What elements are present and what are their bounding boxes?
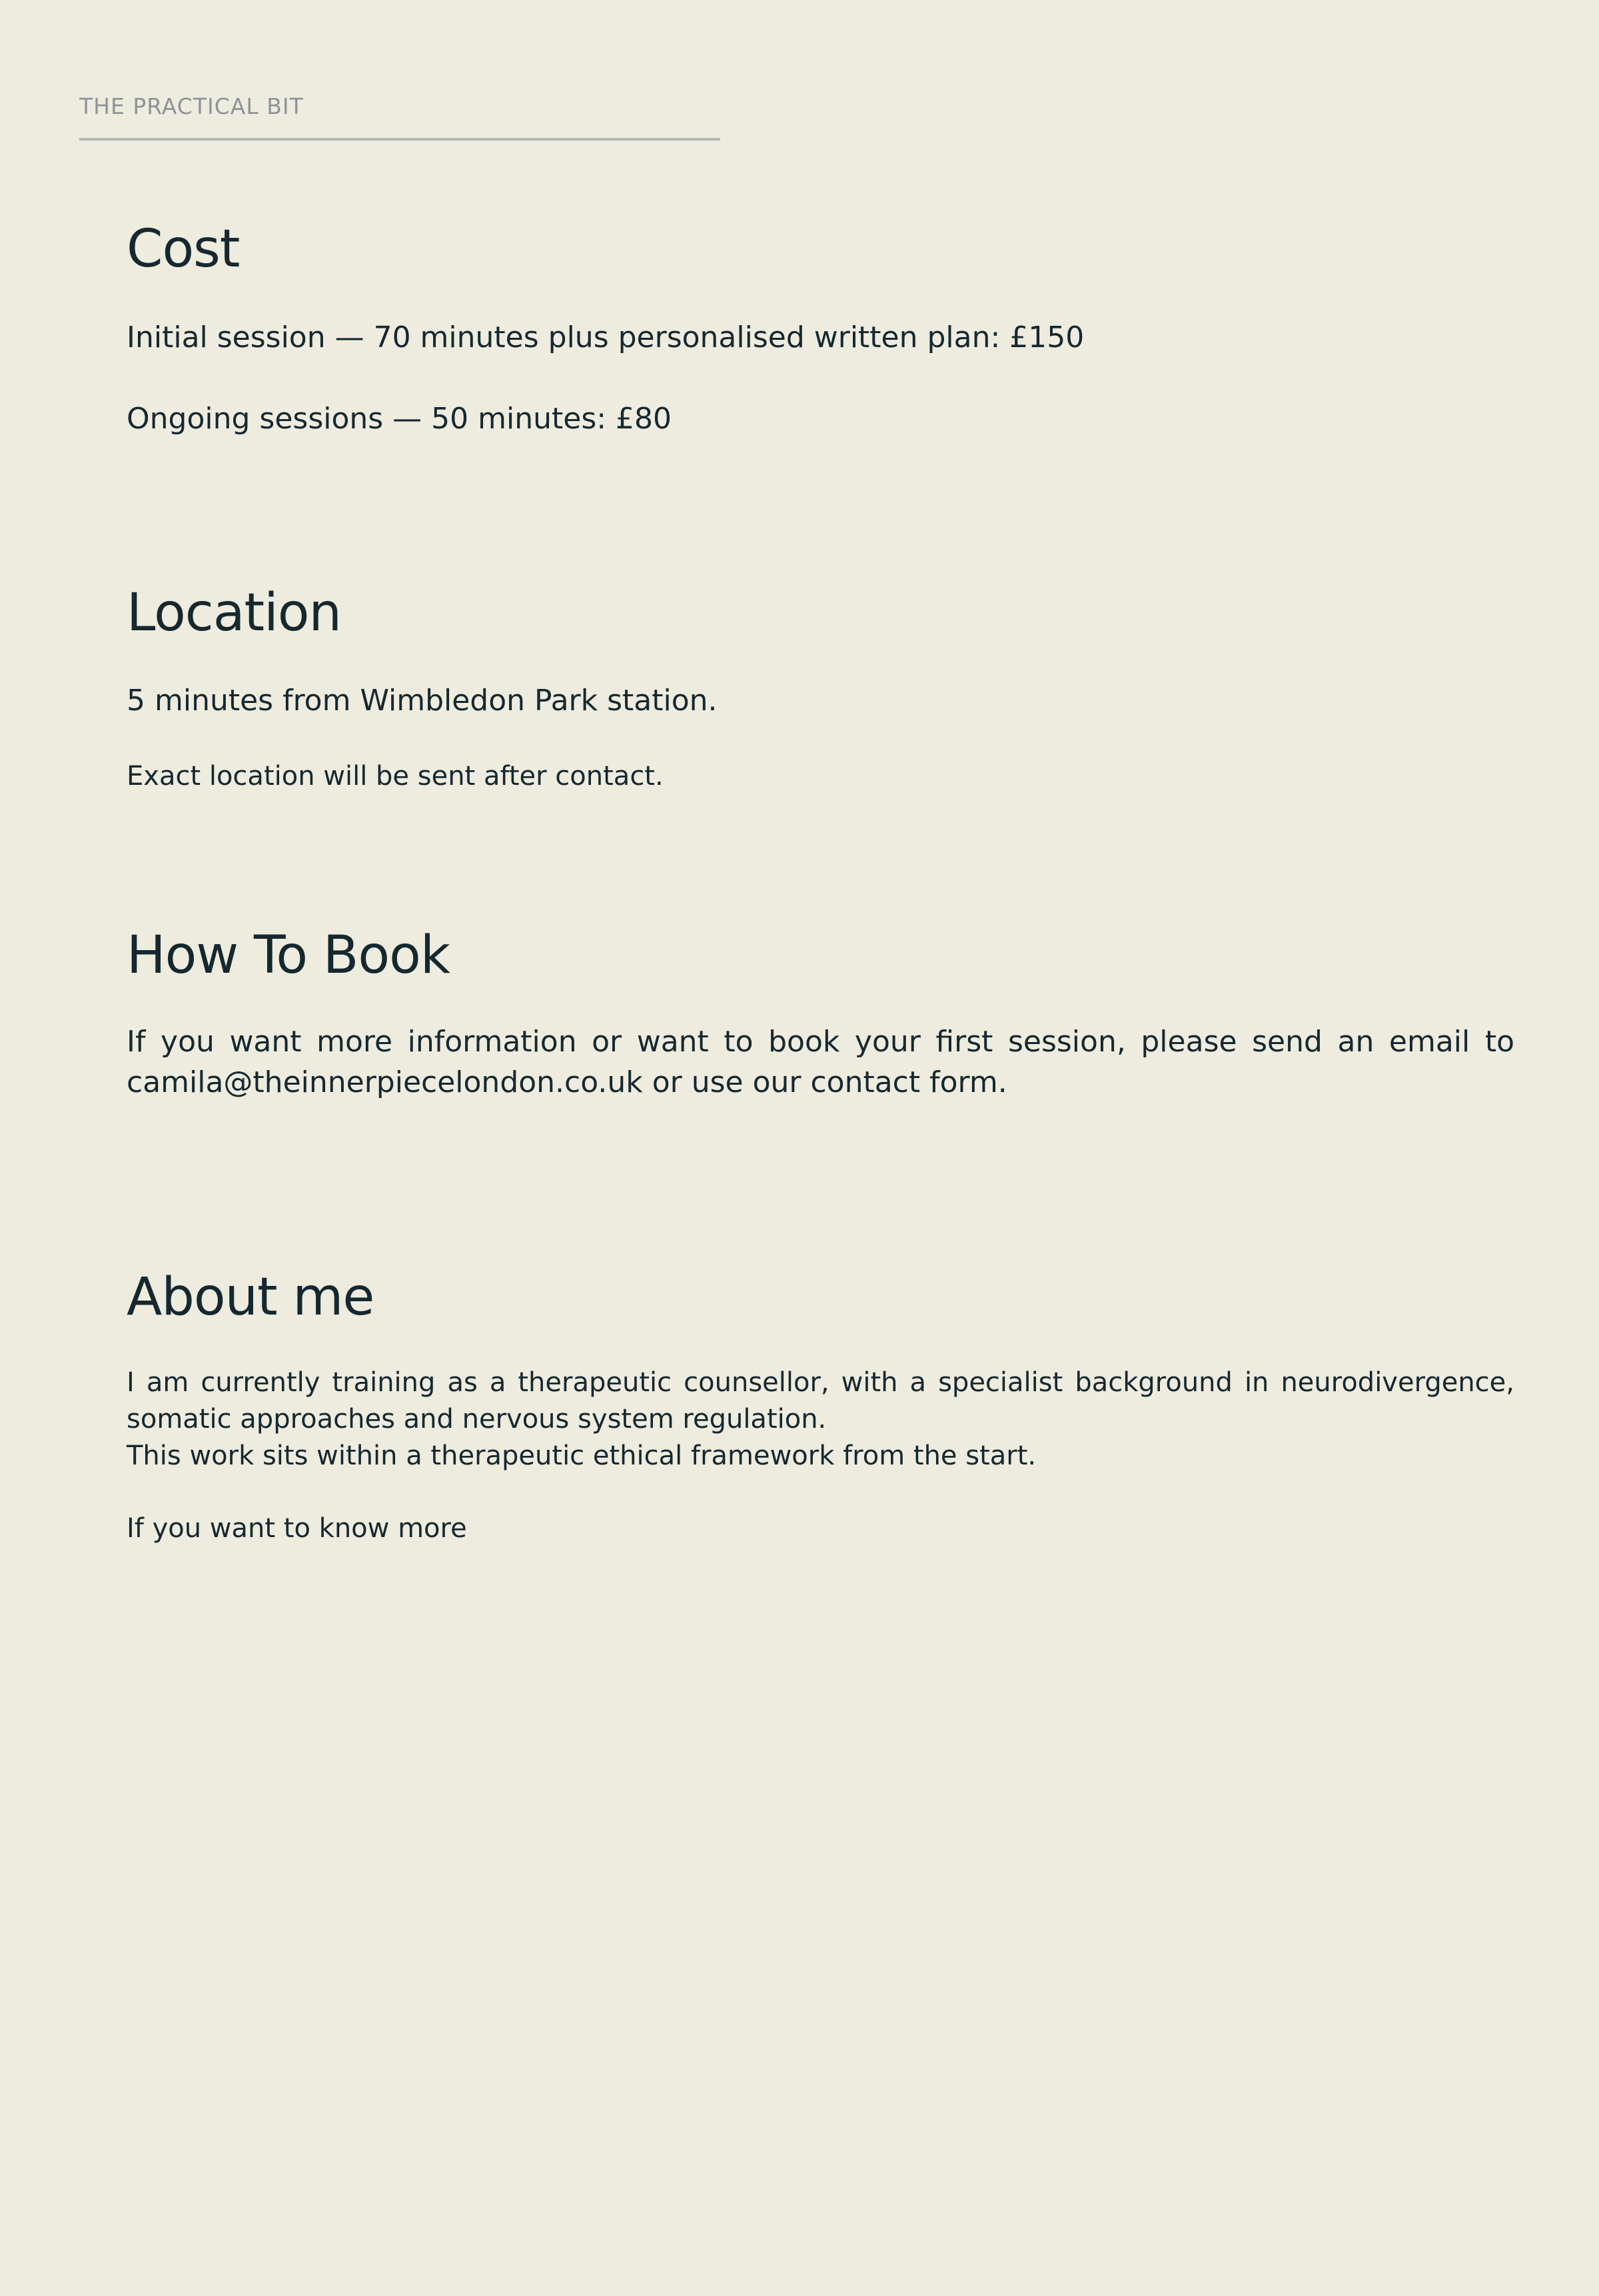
location-heading: Location	[127, 583, 341, 643]
booking-text-row	[127, 1021, 1514, 1103]
about-more-text: If you want to know more	[127, 1513, 467, 1544]
about-more-row	[127, 1510, 1514, 1547]
about-text-row	[127, 1365, 1514, 1474]
about-line-1: I am currently training as a therapeutic counsellor, with a specialist background in neurodivergence, somatic approaches and nervous system regulation.	[127, 1367, 1514, 1435]
location-note-row	[127, 758, 1514, 795]
about-section	[127, 1268, 1514, 1328]
cost-ongoing-row	[127, 398, 1514, 439]
cost-section	[127, 220, 1514, 280]
booking-heading: How To Book	[127, 925, 450, 985]
cost-initial-text: Initial session — 70 minutes plus personalised written plan: £150	[127, 320, 1085, 354]
cost-ongoing-text: Ongoing sessions — 50 minutes: £80	[127, 402, 672, 436]
section-label: THE PRACTICAL BIT	[79, 93, 304, 119]
cost-initial-row	[127, 317, 1514, 358]
location-section	[127, 584, 1514, 644]
location-distance-row	[127, 680, 1514, 721]
about-line-2: This work sits within a therapeutic ethical framework from the start.	[127, 1440, 1037, 1471]
booking-section	[127, 926, 1514, 986]
location-note-text: Exact location will be sent after contact.	[127, 761, 664, 792]
location-distance-text: 5 minutes from Wimbledon Park station.	[127, 684, 718, 718]
about-heading: About me	[127, 1267, 374, 1327]
booking-text: If you want more information or want to book your first session, please send an email to camila@theinnerpiecelondon.co.uk or use our contact form.	[127, 1025, 1514, 1099]
section-divider	[79, 138, 720, 141]
cost-heading: Cost	[127, 219, 240, 279]
